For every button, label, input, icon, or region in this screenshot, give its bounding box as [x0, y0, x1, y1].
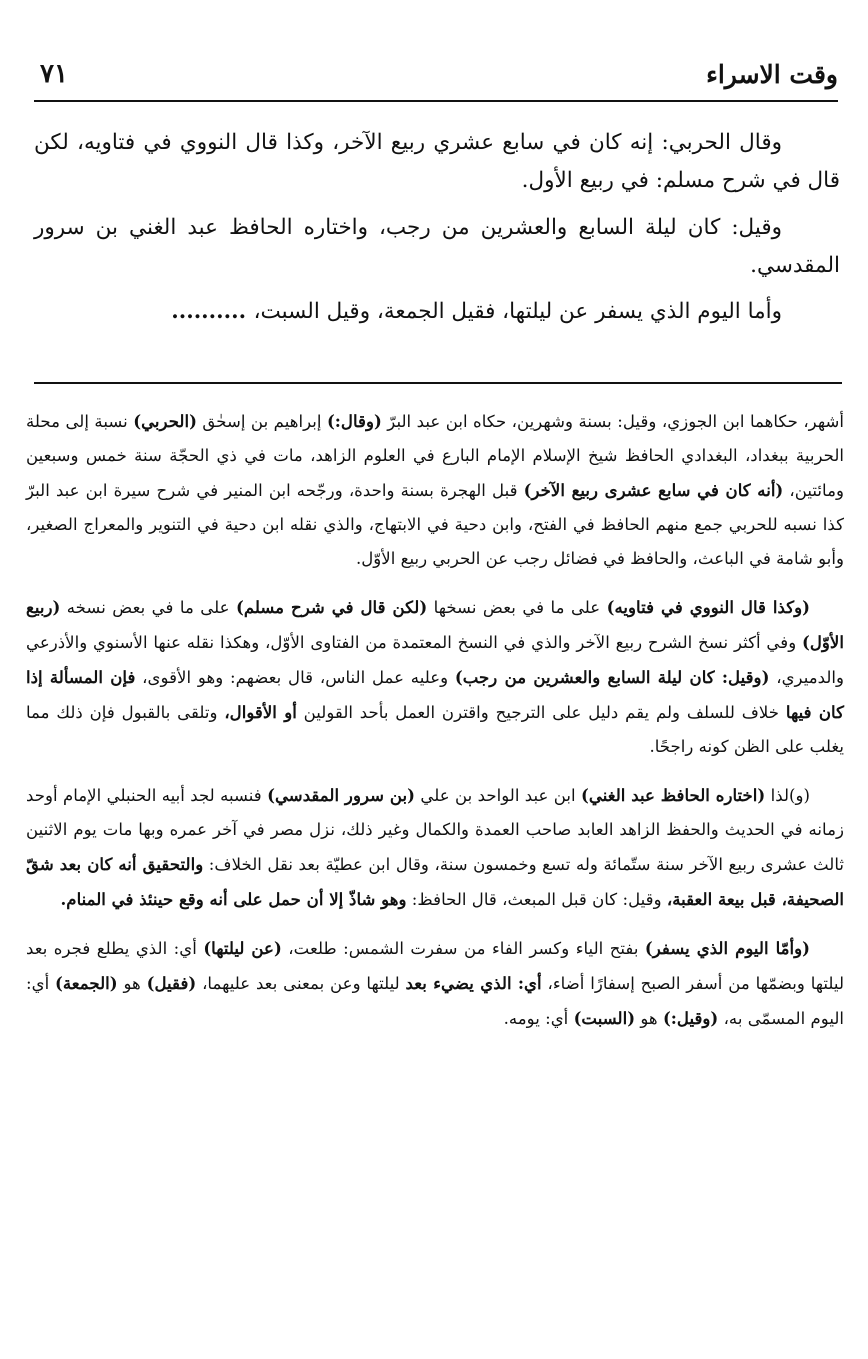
commentary-text: أي: اليوم المسمّى به،: [26, 974, 844, 1029]
quoted-text: وهو شاذّ إلا أن حمل على أنه وقع حينئذ في المنام.: [60, 889, 407, 910]
quoted-text: (وقيل:): [662, 1008, 719, 1029]
commentary-text: فنسبه لجد أبيه الحنبلي الإمام أوحد زمانه في الحديث والحفظ الزاهد العابد صاحب العمدة والكمال وغير ذلك، نزل مصر في آخر عمره وبها مات يوم الاثنين ثالث عشرى ربيع الآخر سنة ستّمائة وله تسع وخمسون سنة، وقال ابن عطيّة بعد نقل الخلاف:: [26, 786, 845, 875]
quoted-text: فإن المسألة إذا كان فيها: [26, 667, 844, 723]
commentary-text: ليلتها وعن بمعنى بعد عليهما،: [196, 974, 406, 994]
commentary-text: بفتح الياء وكسر الفاء من سفرت الشمس: طلعت،: [281, 939, 645, 959]
main-paragraph: [34, 209, 840, 286]
quoted-text: (اختاره الحافظ عبد الغني): [581, 785, 766, 806]
commentary-text: قبل الهجرة بسنة واحدة، ورجّحه ابن المنير في شرح سيرة ابن عبد البرّ كذا نسبه للحربي جمع منهم الحافظ في الفتح، وابن دحية في الابتهاج، والذي نقله ابن دحية في التنوير والمعراج الصغير، وأبو شامة في الباعث، والحافظ في فضائل رجب عن الحربي ربيع الأوّل.: [26, 481, 844, 569]
quoted-text: (عن ليلتها): [203, 938, 282, 959]
commentary-text: وعليه عمل الناس، قال بعضهم: وهو الأقوى،: [135, 668, 455, 688]
page-number: ٧١: [40, 59, 68, 89]
main-paragraph-text: وأما اليوم الذي يسفر عن ليلتها، فقيل الجمعة، وقيل السبت،: [253, 299, 782, 325]
quoted-text: (لكن قال في شرح مسلم): [235, 597, 428, 618]
quoted-text: (وكذا قال النووي في فتاويه): [606, 597, 811, 618]
quoted-text: أي: الذي يضيء بعد: [405, 973, 542, 994]
quoted-text: (السبت): [573, 1008, 636, 1029]
commentary-text: وقيل: كان قبل المبعث، قال الحافظ:: [406, 890, 667, 910]
quoted-text: (الحربي): [133, 411, 197, 431]
commentary-text: نسبة إلى محلة الحربية ببغداد، البغدادي الحافظ شيخ الإسلام الإمام البارع في العلوم الزاهد، مات في ذي الحجّة سنة خمس وسبعين ومائتين،: [26, 412, 844, 501]
commentary-text: على ما في بعض نسخها: [427, 598, 607, 618]
quoted-text: (وقيل: كان ليلة السابع والعشرين من رجب): [454, 667, 770, 688]
quoted-text: (فقيل): [146, 973, 197, 994]
commentary-paragraph: [26, 590, 844, 764]
quoted-text: أو الأقوال،: [224, 702, 297, 723]
quoted-text: (الجمعة): [55, 973, 118, 994]
commentary-paragraph: [26, 404, 844, 576]
quoted-text: (وأمّا اليوم الذي يسفر): [644, 938, 810, 959]
commentary-text: على ما في بعض نسخه: [60, 598, 236, 618]
commentary-paragraph: [26, 778, 844, 917]
commentary-text: إبراهيم بن إسحٰق: [196, 412, 327, 431]
commentary-paragraph: [26, 931, 844, 1036]
commentary-text: ابن عبد الواحد بن علي: [415, 786, 582, 806]
commentary-text: أي: الذي يطلع فجره بعد ليلتها وبضمّها من أسفر الصبح إسفارًا أضاء،: [26, 939, 844, 994]
commentary-text: أشهر، حكاهما ابن الجوزي، وقيل: بسنة وشهرين، حكاه ابن عبد البرّ: [381, 412, 844, 431]
commentary-text: هو: [635, 1009, 663, 1029]
main-paragraph-text: وقيل: كان ليلة السابع والعشرين من رجب، واختاره الحافظ عبد الغني بن سرور المقدسي.: [34, 214, 840, 278]
commentary-text: هو: [117, 974, 147, 994]
quoted-text: (بن سرور المقدسي): [267, 785, 416, 806]
main-text: [34, 124, 840, 339]
commentary-text: وتلقى بالقبول فإن ذلك مما يغلب على الظن كونه راجحًا.: [26, 703, 844, 757]
commentary-text: (و)لذا: [765, 786, 810, 806]
continuation-dots: ..........: [171, 299, 254, 325]
quoted-text: (ربيع الأوّل): [26, 597, 845, 653]
footnote-divider: [34, 382, 842, 384]
quoted-text: (أنه كان في سابع عشرى ربيع الآخر): [523, 480, 784, 501]
commentary-text: وفي أكثر نسخ الشرح ربيع الآخر والذي في النسخ المعتمدة من الفتاوى الأوّل، وهكذا نقله عنها الأسنوي والأذرعي والدميري،: [26, 633, 844, 688]
main-paragraph: [34, 124, 840, 201]
running-title: وقت الاسراء: [706, 59, 838, 89]
header-rule: [34, 100, 838, 102]
quoted-text: (وقال:): [326, 411, 382, 431]
page-header: [40, 52, 838, 96]
main-paragraph-text: وقال الحربي: إنه كان في سابع عشري ربيع الآخر، وكذا قال النووي في فتاويه، لكن قال في شرح مسلم: في ربيع الأول.: [34, 130, 840, 194]
commentary: [26, 404, 844, 1050]
quoted-text: والتحقيق أنه كان بعد شقّ الصحيفة، قبل بيعة العقبة،: [26, 854, 844, 910]
main-paragraph: [34, 293, 840, 331]
commentary-text: أي: يومه.: [503, 1009, 574, 1029]
commentary-text: خلاف للسلف ولم يقم دليل على الترجيح واقترن العمل بأحد القولين: [296, 703, 786, 723]
